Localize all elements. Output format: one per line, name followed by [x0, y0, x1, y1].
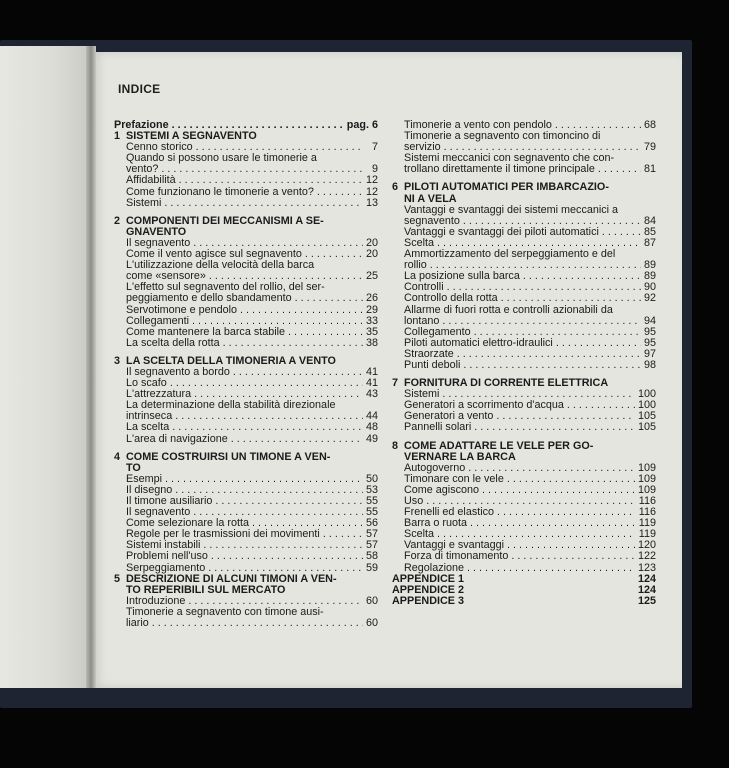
chapter-number: 4	[114, 450, 121, 463]
toc-entry[interactable]	[114, 496, 378, 507]
toc-entry[interactable]	[114, 327, 378, 338]
toc-page-number: 123	[637, 561, 656, 574]
toc-page-number: 59	[365, 561, 378, 574]
toc-entry-label: rollio . . .	[404, 260, 641, 271]
toc-page-number: 81	[643, 163, 656, 176]
toc-entry-label: Straorzate . . .	[404, 349, 641, 360]
toc-chapter-heading	[114, 131, 378, 142]
toc-page-number: 95	[643, 336, 656, 349]
toc-entry[interactable]	[392, 596, 656, 607]
toc-page-number: 48	[365, 421, 378, 434]
toc-entry-label: Controllo della rotta . . .	[404, 293, 641, 304]
chapter-number	[392, 452, 404, 463]
chapter-number	[114, 585, 126, 596]
toc-page-number: 109	[637, 472, 656, 485]
toc-entry[interactable]	[392, 216, 656, 227]
chapter-title: NI A VELA	[404, 192, 457, 205]
toc-page-number: 124	[637, 583, 656, 596]
toc-entry[interactable]	[114, 293, 378, 304]
toc-page-number: 12	[365, 185, 378, 198]
toc-chapter-heading	[392, 452, 656, 463]
toc-entry[interactable]	[392, 293, 656, 304]
toc-entry-text: Sistemi meccanici con segnavento che con-	[404, 152, 615, 165]
toc-entry-label: Serpeggiamento . . .	[126, 563, 363, 574]
toc-entry-label: peggiamento e dello sbandamento . . .	[126, 293, 363, 304]
chapter-number	[114, 463, 126, 474]
toc-entry[interactable]	[114, 175, 378, 186]
toc-entry-label: lontano . . .	[404, 316, 641, 327]
toc-page-number: 29	[365, 303, 378, 316]
chapter-number: 7	[392, 377, 399, 390]
toc-entry[interactable]	[114, 518, 378, 529]
toc-page-number: 116	[638, 506, 656, 519]
toc-page-number: 13	[365, 196, 378, 209]
toc-entry-label: come «sensore» . . .	[126, 271, 363, 282]
toc-entry-label: Timonerie a vento con pendolo . . .	[404, 120, 641, 131]
toc-entry-label: Esempi . . .	[126, 474, 363, 485]
chapter-title: COME ADATTARE LE VELE PER GO-	[404, 439, 594, 452]
toc-entry-label: liario . . .	[126, 618, 363, 629]
toc-right-column	[392, 120, 656, 607]
toc-page-number: 7	[371, 141, 378, 154]
toc-page-number: 9	[371, 163, 378, 176]
toc-entry[interactable]	[392, 422, 656, 433]
chapter-title: DESCRIZIONE DI ALCUNI TIMONI A VEN-	[126, 572, 337, 585]
toc-entry-label: Lo scafo . . .	[126, 378, 363, 389]
toc-entry-label: segnavento . . .	[404, 216, 641, 227]
toc-entry-label: Forza di timonamento . . .	[404, 551, 635, 562]
toc-page-number: pag. 6	[346, 119, 378, 131]
toc-page-number: 119	[638, 517, 656, 530]
chapter-number: 8	[392, 439, 399, 452]
toc-entry[interactable]	[392, 463, 656, 474]
toc-entry-label: Problemi nell'uso . . .	[126, 551, 363, 562]
toc-page-number: 38	[365, 336, 378, 349]
toc-entry[interactable]	[114, 164, 378, 175]
toc-entry-label: Frenelli ed elastico . . .	[404, 507, 636, 518]
toc-entry-label: Come funzionano le timonerie a vento? . . .	[126, 187, 363, 198]
toc-page-number: 41	[365, 365, 378, 378]
toc-entry[interactable]	[392, 260, 656, 271]
chapter-number	[114, 227, 126, 238]
toc-entry-label: Timonare con le vele . . .	[404, 474, 635, 485]
toc-entry-text: L'effetto sul segnavento del rollio, del ser-	[126, 281, 325, 294]
toc-entry[interactable]	[392, 551, 656, 562]
toc-entry-text: L'utilizzazione della velocità della barca	[126, 259, 315, 272]
toc-chapter-heading	[392, 441, 656, 452]
toc-entry-label: Generatori a vento . . .	[404, 411, 635, 422]
toc-entry-label: Controlli . . .	[404, 282, 641, 293]
chapter-title: COMPONENTI DEI MECCANISMI A SE-	[126, 214, 324, 227]
toc-page-number: 55	[365, 495, 378, 507]
toc-page-number: 85	[643, 225, 656, 238]
toc-page-number: 92	[643, 292, 656, 305]
toc-entry-text: Vantaggi e svantaggi dei sistemi meccanici a	[404, 203, 619, 216]
toc-entry-label: Come agiscono . . .	[404, 485, 635, 496]
chapter-title: VERNARE LA BARCA	[404, 450, 516, 463]
chapter-number	[392, 194, 404, 205]
toc-page-number: 87	[643, 236, 656, 249]
toc-entry[interactable]	[392, 496, 656, 507]
chapter-number: 5	[114, 572, 121, 585]
toc-entry-label: intrinseca . . .	[126, 411, 363, 422]
toc-entry[interactable]	[392, 271, 656, 282]
toc-entry-label: Introduzione . . .	[126, 596, 363, 607]
toc-page-number: 89	[643, 270, 656, 283]
toc-entry-label: Scelta . . .	[404, 238, 641, 249]
toc-entry-label: APPENDICE 1	[392, 573, 464, 585]
toc-entry-label: La posizione sulla barca . . .	[404, 271, 641, 282]
toc-left-column	[114, 120, 378, 629]
toc-entry-text: Timonerie a segnavento con timoncino di	[404, 130, 601, 143]
chapter-title: COME COSTRUIRSI UN TIMONE A VEN-	[126, 450, 331, 463]
toc-entry[interactable]	[114, 198, 378, 209]
toc-chapter-heading	[392, 378, 656, 389]
toc-entry[interactable]	[114, 485, 378, 496]
chapter-title: TO REPERIBILI SUL MERCATO	[126, 583, 286, 596]
chapter-title: FORNITURA DI CORRENTE ELETTRICA	[404, 377, 609, 390]
toc-page-number: 60	[365, 617, 378, 630]
toc-entry[interactable]	[392, 529, 656, 540]
toc-page-number: 95	[643, 325, 656, 338]
toc-entry[interactable]	[392, 411, 656, 422]
toc-page-number: 100	[637, 399, 656, 412]
toc-page-number: 26	[365, 292, 378, 305]
toc-entry-label: Collegamenti . . .	[126, 316, 363, 327]
toc-entry[interactable]	[114, 187, 378, 198]
toc-page-number: 49	[365, 432, 378, 445]
chapter-title: SISTEMI A SEGNAVENTO	[126, 130, 257, 143]
chapter-number: 2	[114, 214, 121, 227]
toc-entry-label: Servotimone e pendolo . . .	[126, 305, 363, 316]
toc-entry[interactable]	[392, 400, 656, 411]
toc-page-number: 25	[365, 270, 378, 283]
toc-page-number: 122	[637, 550, 656, 563]
toc-entry-label: trollano direttamente il timone principale . . .	[404, 164, 641, 175]
toc-entry[interactable]	[392, 389, 656, 400]
toc-entry[interactable]	[392, 574, 656, 585]
chapter-title: TO	[126, 461, 141, 474]
toc-entry[interactable]	[392, 164, 656, 175]
toc-page-number: 68	[643, 119, 656, 131]
toc-entry[interactable]	[392, 349, 656, 360]
toc-entry[interactable]	[114, 507, 378, 518]
toc-entry[interactable]	[114, 563, 378, 574]
toc-page-number: 41	[365, 377, 378, 390]
toc-entry-text: Allarme di fuori rotta e controlli azionabili da	[404, 303, 613, 316]
toc-chapter-heading	[114, 463, 378, 474]
toc-page-number: 57	[365, 528, 378, 541]
toc-page-number: 33	[365, 314, 378, 327]
toc-entry-label: La scelta . . .	[126, 422, 363, 433]
toc-page-number: 125	[637, 594, 656, 607]
toc-entry-label: Sistemi . . .	[404, 389, 635, 400]
toc-page-number: 20	[365, 248, 378, 261]
chapter-number: 1	[114, 130, 121, 143]
toc-entry-text: Quando si possono usare le timonerie a	[126, 152, 317, 165]
toc-page-number: 116	[638, 495, 656, 507]
toc-page-number: 58	[365, 550, 378, 563]
toc-entry-label: Sistemi . . .	[126, 198, 363, 209]
toc-entry[interactable]	[114, 238, 378, 249]
toc-entry-label: servizio . . .	[404, 142, 641, 153]
toc-page-number: 53	[365, 483, 378, 496]
toc-chapter-heading	[114, 452, 378, 463]
toc-entry[interactable]	[392, 227, 656, 238]
toc-entry-label: Il disegno . . .	[126, 485, 363, 496]
toc-entry-label: Generatori a scorrimento d'acqua . . .	[404, 400, 635, 411]
toc-entry-label: APPENDICE 2	[392, 584, 464, 596]
toc-entry[interactable]	[114, 474, 378, 485]
toc-entry[interactable]	[392, 507, 656, 518]
toc-entry[interactable]	[114, 551, 378, 562]
toc-entry-label: La scelta della rotta . . .	[126, 338, 363, 349]
toc-entry-label: Piloti automatici elettro-idraulici . . .	[404, 338, 641, 349]
toc-entry-label: Il segnavento . . .	[126, 507, 363, 518]
toc-entry-label: Scelta . . .	[404, 529, 636, 540]
toc-entry-label: Il segnavento . . .	[126, 238, 363, 249]
toc-entry[interactable]	[392, 338, 656, 349]
toc-entry-label: Vantaggi e svantaggi . . .	[404, 540, 635, 551]
toc-page-number: 44	[365, 410, 378, 423]
toc-chapter-heading	[392, 182, 656, 193]
toc-entry[interactable]	[392, 540, 656, 551]
toc-entry-label: Vantaggi e svantaggi dei piloti automatici . . .	[404, 227, 641, 238]
toc-entry-label: Affidabilità . . .	[126, 175, 363, 186]
toc-chapter-heading	[114, 227, 378, 238]
toc-entry-label: Il segnavento a bordo . . .	[126, 367, 363, 378]
toc-entry-label: Prefazione . . .	[114, 120, 344, 131]
toc-entry-label: Cenno storico . . .	[126, 142, 363, 153]
toc-entry[interactable]	[392, 282, 656, 293]
toc-entry-label: L'attrezzatura . . .	[126, 389, 363, 400]
toc-entry[interactable]	[392, 474, 656, 485]
toc-page-number: 20	[365, 236, 378, 249]
toc-entry[interactable]	[392, 327, 656, 338]
toc-entry-label: Uso . . .	[404, 496, 636, 507]
toc-page-number: 79	[643, 141, 656, 154]
toc-entry-label: Come il vento agisce sul segnavento . . .	[126, 249, 363, 260]
toc-entry[interactable]	[392, 316, 656, 327]
chapter-number: 6	[392, 181, 399, 194]
left-page	[0, 46, 90, 688]
toc-entry-label: Regolazione . . .	[404, 563, 635, 574]
toc-page-number: 109	[637, 483, 656, 496]
toc-entry-label: Autogoverno . . .	[404, 463, 635, 474]
toc-entry-label: L'area di navigazione . . .	[126, 434, 363, 445]
page-title: INDICE	[118, 82, 161, 96]
toc-entry[interactable]	[114, 316, 378, 327]
toc-entry-text: Ammortizzamento del serpeggiamento e del	[404, 248, 616, 261]
toc-page-number: 56	[365, 517, 378, 530]
chapter-title: LA SCELTA DELLA TIMONERIA A VENTO	[126, 354, 336, 367]
toc-entry[interactable]	[114, 338, 378, 349]
toc-entry-label: Il timone ausiliario . . .	[126, 496, 363, 507]
toc-entry-label: Come selezionare la rotta . . .	[126, 518, 363, 529]
toc-page-number: 35	[365, 325, 378, 338]
toc-entry-label: Collegamento . . .	[404, 327, 641, 338]
toc-entry-label: Barra o ruota . . .	[404, 518, 636, 529]
toc-entry[interactable]	[114, 411, 378, 422]
toc-page-number: 94	[643, 314, 656, 327]
toc-entry[interactable]	[114, 422, 378, 433]
toc-page-number: 84	[643, 214, 656, 227]
toc-page-number: 97	[643, 347, 656, 360]
toc-page-number: 105	[637, 410, 656, 423]
toc-entry[interactable]	[114, 378, 378, 389]
toc-page-number: 57	[365, 539, 378, 552]
toc-page-number: 100	[637, 388, 656, 401]
toc-entry[interactable]	[114, 434, 378, 445]
toc-page-number: 105	[637, 421, 656, 434]
toc-page-number: 109	[637, 461, 656, 474]
toc-chapter-heading	[114, 585, 378, 596]
toc-page-number: 12	[365, 174, 378, 187]
toc-entry-label: Come mantenere la barca stabile . . .	[126, 327, 363, 338]
toc-entry[interactable]	[392, 360, 656, 371]
toc-page-number: 55	[365, 506, 378, 519]
toc-entry-label: Regole per le trasmissioni dei movimenti . . .	[126, 529, 363, 540]
toc-entry[interactable]	[392, 563, 656, 574]
toc-page-number: 60	[365, 594, 378, 607]
toc-entry-label: Punti deboli . . .	[404, 360, 641, 371]
chapter-number: 3	[114, 354, 121, 367]
toc-entry[interactable]	[392, 485, 656, 496]
toc-page-number: 89	[643, 259, 656, 272]
toc-page-number: 98	[643, 358, 656, 371]
toc-entry[interactable]	[392, 585, 656, 596]
toc-page-number: 124	[637, 572, 656, 585]
book-gutter	[86, 46, 96, 688]
toc-chapter-heading	[114, 356, 378, 367]
chapter-title: GNAVENTO	[126, 225, 187, 238]
chapter-title: PILOTI AUTOMATICI PER IMBARCAZIO-	[404, 181, 609, 194]
toc-entry-label: APPENDICE 3	[392, 595, 464, 607]
toc-page-number: 120	[637, 539, 656, 552]
toc-entry[interactable]	[114, 529, 378, 540]
toc-chapter-heading	[392, 194, 656, 205]
toc-entry[interactable]	[114, 540, 378, 551]
toc-page-number: 50	[365, 472, 378, 485]
toc-page-number: 119	[638, 528, 656, 541]
toc-entry[interactable]	[114, 367, 378, 378]
toc-page-number: 43	[365, 388, 378, 401]
toc-entry-text: La determinazione della stabilità direzionale	[126, 399, 336, 412]
toc-page-number: 90	[643, 281, 656, 294]
toc-entry[interactable]	[392, 518, 656, 529]
toc-entry-label: Sistemi instabili . . .	[126, 540, 363, 551]
toc-entry-label: Pannelli solari . . .	[404, 422, 635, 433]
toc-entry[interactable]	[114, 305, 378, 316]
toc-entry-text: Timonerie a segnavento con timone ausi-	[126, 605, 324, 618]
toc-entry-label: vento? . . .	[126, 164, 363, 175]
toc-entry[interactable]	[114, 618, 378, 629]
